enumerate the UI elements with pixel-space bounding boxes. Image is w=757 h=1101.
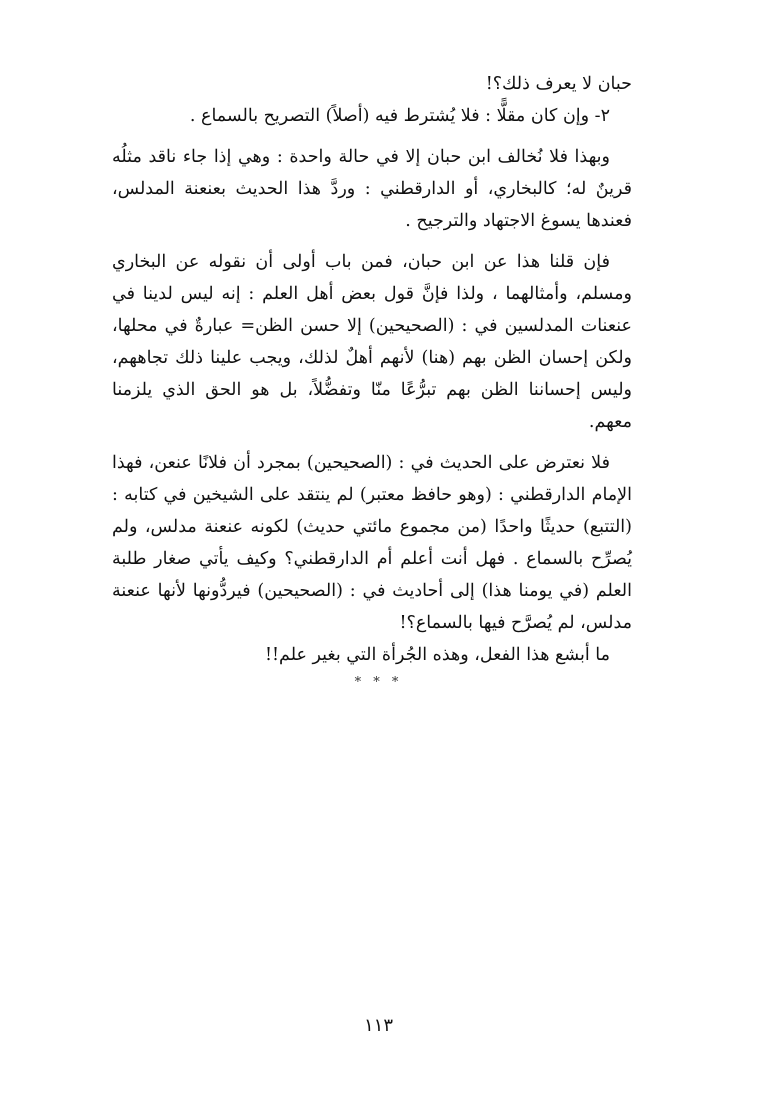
paragraph-ibn-hibban-exception: وبهذا فلا نُخالف ابن حبان إلا في حالة واحدة : وهي إذا جاء ناقد مثلُه قرينٌ له؛ كالبخاري، أو الدارقطني : وردَّ هذا الحديث بعنعنة المدلس، فعندها يسوغ الاجتهاد والترجيح . — [112, 147, 632, 231]
paragraph-continuation: حبان لا يعرف ذلك؟! — [485, 74, 632, 94]
section-separator: * * * — [354, 675, 403, 690]
paragraph-daraqutni: فلا نعترض على الحديث في : (الصحيحين) بمجرد أن فلانًا عنعن، فهذا الإمام الدارقطني : (وهو حافظ معتبر) لم ينتقد على الشيخين في كتابه : (التتبع) حديثًا واحدًا (من مجموع مائتي حديث) لكونه عنعنة مدلس، ولم يُصرِّح بالسماع . فهل أنت أعلم أم الدارقطني؟ وكيف يأتي صغار طلبة العلم (في يومنا هذا) إلى أحاديث في : (الصحيحين) فيردُّونها لأنها عنعنة مدلس، لم يُصرَّح فيها بالسماع؟! — [112, 453, 632, 633]
paragraph-closing-remark: ما أبشع هذا الفعل، وهذه الجُرأة التي بغير علم!! — [264, 645, 610, 665]
body-text — [112, 68, 632, 671]
page-number: ١١٣ — [363, 1015, 393, 1036]
paragraph-bukhari-muslim: فإن قلنا هذا عن ابن حبان، فمن باب أولى أن نقوله عن البخاري ومسلم، وأمثالهما ، ولذا فإنَّ قول بعض أهل العلم : إنه ليس لدينا في عنعنات المدلسين في : (الصحيحين) إلا حسن الظن= عبارةٌ في محلها، ولكن إحسان الظن بهم (هنا) لأنهم أهلٌ لذلك، ويجب علينا ذلك تجاههم، وليس إحساننا الظن بهم تبرُّعًا منّا وتفضُّلاً، بل هو الحق الذي يلزمنا معهم. — [112, 252, 632, 432]
paragraph-point-two: ٢- وإن كان مقلًّا : فلا يُشترط فيه (أصلاً) التصريح بالسماع . — [189, 106, 610, 126]
